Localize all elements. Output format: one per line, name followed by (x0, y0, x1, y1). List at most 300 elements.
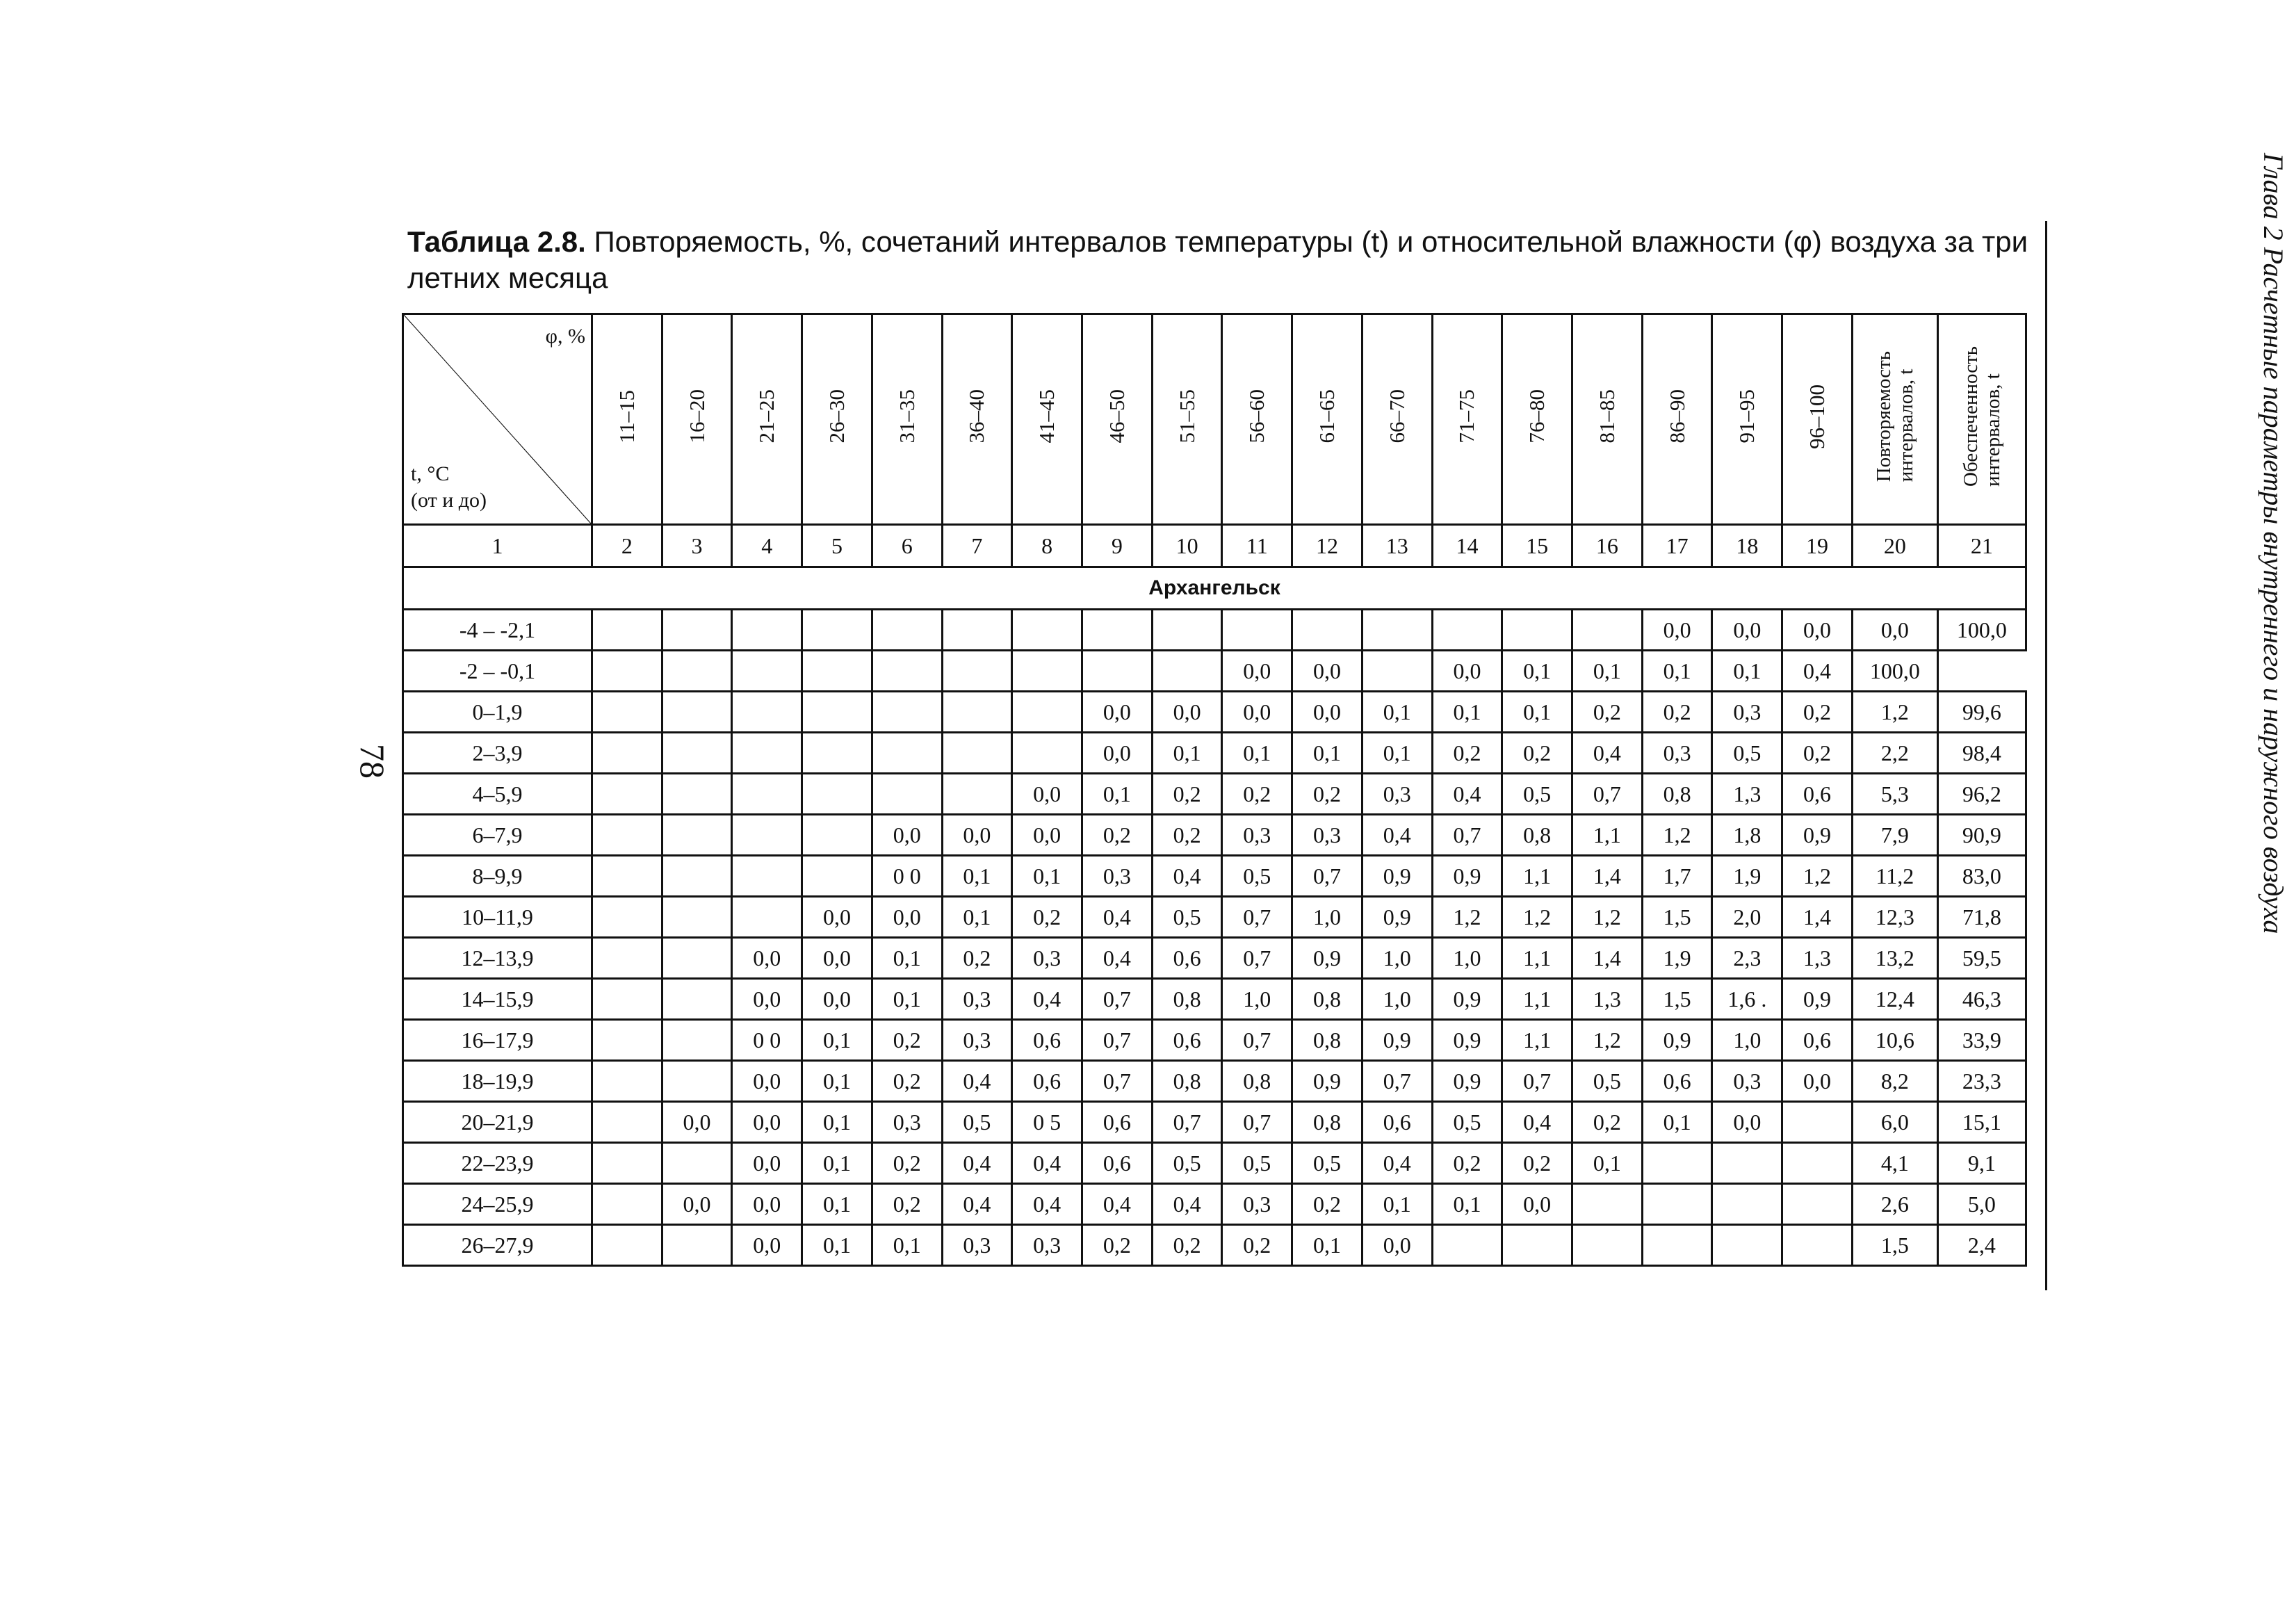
table-cell: 0,1 (872, 1225, 942, 1266)
table-cell: 0,2 (1152, 1225, 1222, 1266)
table-cell: 0,3 (1222, 1184, 1292, 1225)
row-temperature-range: 10–11,9 (403, 897, 592, 938)
table-cell: 23,3 (1937, 1061, 2026, 1102)
table-cell (592, 1102, 662, 1143)
table-cell: 0 0 (872, 856, 942, 897)
table-cell: 0,1 (1642, 1102, 1712, 1143)
table-cell: 2,6 (1852, 1184, 1937, 1225)
table-cell: 11,2 (1852, 856, 1937, 897)
table-cell: 0,1 (1152, 733, 1222, 774)
table-cell: 0,4 (1082, 897, 1153, 938)
table-cell: 1,0 (1362, 979, 1432, 1020)
table-cell: 0,9 (1432, 1020, 1502, 1061)
column-number: 14 (1432, 525, 1502, 567)
table-cell: 0,0 (1852, 610, 1937, 651)
table-cell (942, 733, 1012, 774)
table-cell: 0,4 (1572, 733, 1643, 774)
header-humidity-range (1432, 314, 1502, 525)
table-cell: 0,0 (732, 1061, 802, 1102)
table-cell (1082, 651, 1153, 692)
row-temperature-range: 20–21,9 (403, 1102, 592, 1143)
corner-phi-label: φ, % (545, 325, 585, 348)
table-cell (732, 651, 802, 692)
table-cell: 0,3 (942, 979, 1012, 1020)
column-number: 10 (1152, 525, 1222, 567)
caption-label: Таблица 2.8. (407, 225, 586, 258)
table-cell (592, 897, 662, 938)
table-cell (662, 610, 732, 651)
header-humidity-text: 36–40 (964, 389, 989, 444)
table-cell: 0,1 (1572, 651, 1643, 692)
table-cell: 1,1 (1502, 1020, 1572, 1061)
table-cell: 0,2 (1012, 897, 1082, 938)
table-cell: 6,0 (1852, 1102, 1937, 1143)
table-cell (872, 692, 942, 733)
table-cell (1782, 1184, 1853, 1225)
table-cell: 0,3 (1712, 1061, 1782, 1102)
table-cell: 0,1 (1502, 692, 1572, 733)
column-number: 1 (403, 525, 592, 567)
table-cell: 0,3 (942, 1225, 1012, 1266)
table-cell: 0,2 (1292, 1184, 1362, 1225)
table-row (403, 733, 2026, 774)
header-repeatability-line1: Повторяемость (1872, 350, 1895, 482)
header-humidity-range (662, 314, 732, 525)
table-cell: 0,2 (1222, 774, 1292, 815)
table-cell: 0,9 (1782, 979, 1853, 1020)
table-cell: 0,9 (1432, 1061, 1502, 1102)
table-cell: 0,6 (1362, 1102, 1432, 1143)
table-cell (942, 774, 1012, 815)
header-humidity-range (1712, 314, 1782, 525)
running-head: Глава 2 Расчетные параметры внутреннего и наружного воздуха (2258, 153, 2289, 934)
table-cell: 33,9 (1937, 1020, 2026, 1061)
table-cell: 12,4 (1852, 979, 1937, 1020)
header-humidity-text: 26–30 (824, 389, 849, 444)
table-cell: 0,4 (1152, 1184, 1222, 1225)
data-table (402, 313, 2027, 1267)
table-cell (592, 1143, 662, 1184)
table-cell: 1,1 (1502, 938, 1572, 979)
table-cell: 100,0 (1852, 651, 1937, 692)
row-temperature-range: 16–17,9 (403, 1020, 592, 1061)
table-cell (662, 733, 732, 774)
column-number: 17 (1642, 525, 1712, 567)
column-number: 3 (662, 525, 732, 567)
table-cell: 1,4 (1782, 897, 1853, 938)
table-row (403, 815, 2026, 856)
table-cell (592, 1061, 662, 1102)
row-temperature-range: -4 – -2,1 (403, 610, 592, 651)
table-cell (662, 774, 732, 815)
table-cell: 0,3 (942, 1020, 1012, 1061)
page-number: 78 (353, 744, 392, 779)
header-humidity-text: 21–25 (754, 389, 779, 444)
table-cell: 0,1 (1712, 651, 1782, 692)
header-supply (1937, 314, 2026, 525)
table-cell: 0,2 (942, 938, 1012, 979)
table-cell (802, 815, 872, 856)
table-cell (1362, 651, 1432, 692)
table-cell (662, 1225, 732, 1266)
table-cell: 0,3 (1222, 815, 1292, 856)
table-cell: 0 0 (732, 1020, 802, 1061)
table-cell: 0,5 (1292, 1143, 1362, 1184)
table-cell: 0,4 (1362, 1143, 1432, 1184)
table-cell: 0 5 (1012, 1102, 1082, 1143)
table-cell (1782, 1143, 1853, 1184)
table-cell: 0,8 (1292, 979, 1362, 1020)
table-cell: 0,5 (1152, 1143, 1222, 1184)
table-cell: 0,7 (1222, 938, 1292, 979)
corner-t-label (411, 461, 487, 514)
table-cell: 0,8 (1222, 1061, 1292, 1102)
table-cell: 0,7 (1082, 979, 1153, 1020)
table-cell: 13,2 (1852, 938, 1937, 979)
table-cell: 0,9 (1362, 1020, 1432, 1061)
table-cell: 46,3 (1937, 979, 2026, 1020)
table-cell: 0,4 (1782, 651, 1853, 692)
row-temperature-range: 0–1,9 (403, 692, 592, 733)
table-cell: 8,2 (1852, 1061, 1937, 1102)
table-cell (592, 692, 662, 733)
table-cell: 98,4 (1937, 733, 2026, 774)
table-cell: 0,0 (1292, 692, 1362, 733)
table-cell (592, 774, 662, 815)
table-cell: 0,1 (1362, 692, 1432, 733)
column-number: 2 (592, 525, 662, 567)
table-cell: 0,6 (1152, 1020, 1222, 1061)
column-number: 5 (802, 525, 872, 567)
table-cell: 1,2 (1782, 856, 1853, 897)
header-humidity-text: 16–20 (684, 389, 709, 444)
column-number: 9 (1082, 525, 1153, 567)
table-cell: 0,4 (942, 1061, 1012, 1102)
table-cell (662, 1061, 732, 1102)
table-cell: 0,5 (942, 1102, 1012, 1143)
table-cell: 0,1 (1572, 1143, 1643, 1184)
table-cell (1712, 1184, 1782, 1225)
table-cell: 0,2 (1572, 692, 1643, 733)
table-cell: 90,9 (1937, 815, 2026, 856)
table-cell: 0,2 (1782, 692, 1853, 733)
table-cell: 0,4 (1432, 774, 1502, 815)
table-cell (662, 856, 732, 897)
table-cell (732, 692, 802, 733)
table-cell: 1,2 (1852, 692, 1937, 733)
table-cell: 2,3 (1712, 938, 1782, 979)
table-cell: 0,6 (1012, 1061, 1082, 1102)
table-cell (1642, 1225, 1712, 1266)
table-cell (592, 1184, 662, 1225)
table-cell: 4,1 (1852, 1143, 1937, 1184)
header-humidity-range (872, 314, 942, 525)
table-cell: 0,2 (1782, 733, 1853, 774)
table-cell: 1,5 (1642, 897, 1712, 938)
table-cell (732, 856, 802, 897)
table-cell (1012, 610, 1082, 651)
table-cell: 0,0 (1782, 610, 1853, 651)
table-cell: 1,2 (1572, 897, 1643, 938)
header-humidity-text: 46–50 (1104, 389, 1129, 444)
table-row (403, 856, 2026, 897)
header-humidity-range (942, 314, 1012, 525)
table-body (403, 314, 2026, 1266)
table-cell: 0,0 (732, 1143, 802, 1184)
table-cell (662, 979, 732, 1020)
table-cell: 0,0 (1222, 692, 1292, 733)
table-cell: 0,2 (1642, 692, 1712, 733)
table-cell (592, 610, 662, 651)
table-cell: 99,6 (1937, 692, 2026, 733)
table-cell: 0,1 (1502, 651, 1572, 692)
table-cell: 1,2 (1642, 815, 1712, 856)
table-cell: 0,1 (1432, 1184, 1502, 1225)
table-cell: 0,0 (732, 979, 802, 1020)
table-cell: 0,0 (1012, 815, 1082, 856)
table-cell: 0,0 (732, 938, 802, 979)
table-cell (1572, 610, 1643, 651)
table-cell: 0,8 (1152, 979, 1222, 1020)
header-humidity-text: 91–95 (1734, 389, 1759, 444)
table-cell: 0,2 (1082, 1225, 1153, 1266)
table-cell: 0,7 (1222, 1020, 1292, 1061)
table-cell: 83,0 (1937, 856, 2026, 897)
table-cell: 0,1 (1362, 1184, 1432, 1225)
table-cell: 0,4 (1012, 979, 1082, 1020)
table-cell: 0,2 (1502, 733, 1572, 774)
table-cell (732, 774, 802, 815)
table-cell (732, 733, 802, 774)
table-row (403, 610, 2026, 651)
table-cell: 0,6 (1782, 1020, 1853, 1061)
table-cell: 1,1 (1572, 815, 1643, 856)
table-cell: 0,0 (1782, 1061, 1853, 1102)
table-cell: 0,7 (1082, 1020, 1153, 1061)
table-cell: 1,3 (1782, 938, 1853, 979)
table-cell (802, 856, 872, 897)
table-cell (732, 610, 802, 651)
table-cell: 0,0 (1292, 651, 1362, 692)
table-cell: 0,9 (1642, 1020, 1712, 1061)
table-cell: 0,0 (1222, 651, 1292, 692)
table-cell (592, 1020, 662, 1061)
header-humidity-range (1222, 314, 1292, 525)
table-cell: 0,0 (1082, 692, 1153, 733)
table-cell: 0,6 (1152, 938, 1222, 979)
table-cell: 0,1 (1292, 733, 1362, 774)
table-cell: 1,0 (1222, 979, 1292, 1020)
column-number: 16 (1572, 525, 1643, 567)
table-cell: 1,0 (1292, 897, 1362, 938)
header-humidity-text: 66–70 (1384, 389, 1409, 444)
table-cell: 0,0 (1012, 774, 1082, 815)
table-cell (1432, 1225, 1502, 1266)
table-cell (662, 651, 732, 692)
table-cell: 0,1 (802, 1225, 872, 1266)
table-cell (802, 610, 872, 651)
table-cell: 1,4 (1572, 938, 1643, 979)
table-cell: 1,0 (1432, 938, 1502, 979)
table-cell: 0,6 (1082, 1102, 1153, 1143)
column-number: 19 (1782, 525, 1853, 567)
table-cell: 7,9 (1852, 815, 1937, 856)
table-cell: 15,1 (1937, 1102, 2026, 1143)
table-cell: 0,1 (1432, 692, 1502, 733)
header-humidity-text: 31–35 (894, 389, 919, 444)
table-cell: 0,1 (1292, 1225, 1362, 1266)
table-cell: 0,1 (872, 979, 942, 1020)
table-cell: 0,0 (872, 815, 942, 856)
table-cell (1642, 1143, 1712, 1184)
header-humidity-range (1642, 314, 1712, 525)
table-row (403, 1143, 2026, 1184)
table-cell: 0,4 (942, 1184, 1012, 1225)
table-cell (1012, 733, 1082, 774)
table-cell: 1,1 (1502, 979, 1572, 1020)
table-cell: 1,5 (1852, 1225, 1937, 1266)
header-humidity-text: 86–90 (1664, 389, 1689, 444)
row-temperature-range: 6–7,9 (403, 815, 592, 856)
table-cell: 0,9 (1362, 897, 1432, 938)
table-row (403, 979, 2026, 1020)
table-cell (592, 938, 662, 979)
column-number: 12 (1292, 525, 1362, 567)
table-cell: 0,7 (1362, 1061, 1432, 1102)
table-cell: 96,2 (1937, 774, 2026, 815)
table-cell: 0,1 (942, 897, 1012, 938)
header-humidity-range (1152, 314, 1222, 525)
table-cell (1362, 610, 1432, 651)
table-cell: 0,1 (1012, 856, 1082, 897)
table-cell (872, 651, 942, 692)
table-cell (732, 815, 802, 856)
table-cell: 0,7 (1292, 856, 1362, 897)
table-cell: 0,2 (872, 1184, 942, 1225)
table-cell (1572, 1225, 1643, 1266)
corner-cell (403, 314, 592, 525)
table-cell: 0,2 (872, 1020, 942, 1061)
table-row (403, 1184, 2026, 1225)
table-cell (662, 897, 732, 938)
table-cell: 1,2 (1432, 897, 1502, 938)
row-temperature-range: 22–23,9 (403, 1143, 592, 1184)
row-temperature-range: -2 – -0,1 (403, 651, 592, 692)
row-temperature-range: 8–9,9 (403, 856, 592, 897)
column-number: 13 (1362, 525, 1432, 567)
row-temperature-range: 14–15,9 (403, 979, 592, 1020)
table-cell: 0,7 (1082, 1061, 1153, 1102)
table-cell: 2,2 (1852, 733, 1937, 774)
header-humidity-range (1782, 314, 1853, 525)
table-cell: 0,1 (1082, 774, 1153, 815)
table-cell: 1,4 (1572, 856, 1643, 897)
header-supply-line1: Обеспеченность (1959, 346, 1982, 487)
column-number: 18 (1712, 525, 1782, 567)
column-number: 11 (1222, 525, 1292, 567)
table-cell (802, 692, 872, 733)
header-humidity-range (592, 314, 662, 525)
table-cell: 1,9 (1642, 938, 1712, 979)
header-humidity-text: 61–65 (1315, 389, 1340, 444)
city-name: Архангельск (403, 567, 2026, 610)
table-cell (1432, 610, 1502, 651)
table-cell (662, 692, 732, 733)
table-cell: 1,5 (1642, 979, 1712, 1020)
header-humidity-range (802, 314, 872, 525)
header-supply-line2: интервалов, t (1981, 373, 2004, 487)
table-cell: 1,0 (1362, 938, 1432, 979)
header-repeatability (1852, 314, 1937, 525)
table-cell: 0,4 (1082, 938, 1153, 979)
header-humidity-range (1012, 314, 1082, 525)
table-cell: 0,7 (1152, 1102, 1222, 1143)
table-cell (1712, 1143, 1782, 1184)
table-cell: 0,7 (1432, 815, 1502, 856)
table-cell (732, 897, 802, 938)
header-humidity-text: 51–55 (1174, 389, 1199, 444)
table-cell: 1,8 (1712, 815, 1782, 856)
row-temperature-range: 26–27,9 (403, 1225, 592, 1266)
table-cell: 0,1 (802, 1102, 872, 1143)
table-row (403, 692, 2026, 733)
table-cell: 1,9 (1712, 856, 1782, 897)
table-cell: 0,2 (1222, 1225, 1292, 1266)
column-number: 4 (732, 525, 802, 567)
table-cell: 0,5 (1222, 856, 1292, 897)
table-cell: 0,0 (1712, 610, 1782, 651)
column-number: 21 (1937, 525, 2026, 567)
table-cell: 0,2 (872, 1061, 942, 1102)
table-cell: 9,1 (1937, 1143, 2026, 1184)
table-cell: 0,3 (1292, 815, 1362, 856)
header-humidity-text: 96–100 (1805, 384, 1830, 449)
table-cell: 0,5 (1222, 1143, 1292, 1184)
table-cell: 0,1 (1362, 733, 1432, 774)
column-number: 7 (942, 525, 1012, 567)
caption-text: Повторяемость, %, сочетаний интервалов температуры (t) и относительной влажности (φ) воздуха за три летних месяца (407, 225, 2028, 294)
table-cell: 2,4 (1937, 1225, 2026, 1266)
table-cell: 0,6 (1642, 1061, 1712, 1102)
table-cell (1152, 610, 1222, 651)
table-cell (1572, 1184, 1643, 1225)
table-cell: 0,8 (1292, 1020, 1362, 1061)
table-cell: 0,4 (1362, 815, 1432, 856)
table-cell: 0,3 (1012, 938, 1082, 979)
table-cell: 12,3 (1852, 897, 1937, 938)
table-cell: 0,8 (1642, 774, 1712, 815)
table-cell: 0,0 (1712, 1102, 1782, 1143)
table-cell: 0,0 (732, 1102, 802, 1143)
table-cell (1712, 1225, 1782, 1266)
table-cell (1782, 1225, 1853, 1266)
column-number: 15 (1502, 525, 1572, 567)
table-cell: 0,4 (1012, 1184, 1082, 1225)
table-cell: 0,4 (1082, 1184, 1153, 1225)
table-cell: 0,0 (1152, 692, 1222, 733)
table-cell: 0,1 (802, 1061, 872, 1102)
header-row (403, 314, 2026, 525)
table-cell (872, 774, 942, 815)
table-cell: 0,5 (1572, 1061, 1643, 1102)
table-cell: 10,6 (1852, 1020, 1937, 1061)
table-cell: 0,3 (872, 1102, 942, 1143)
table-cell (1642, 1184, 1712, 1225)
table-cell: 1,3 (1712, 774, 1782, 815)
table-cell: 0,0 (1502, 1184, 1572, 1225)
table-cell (1012, 692, 1082, 733)
table-cell (942, 610, 1012, 651)
